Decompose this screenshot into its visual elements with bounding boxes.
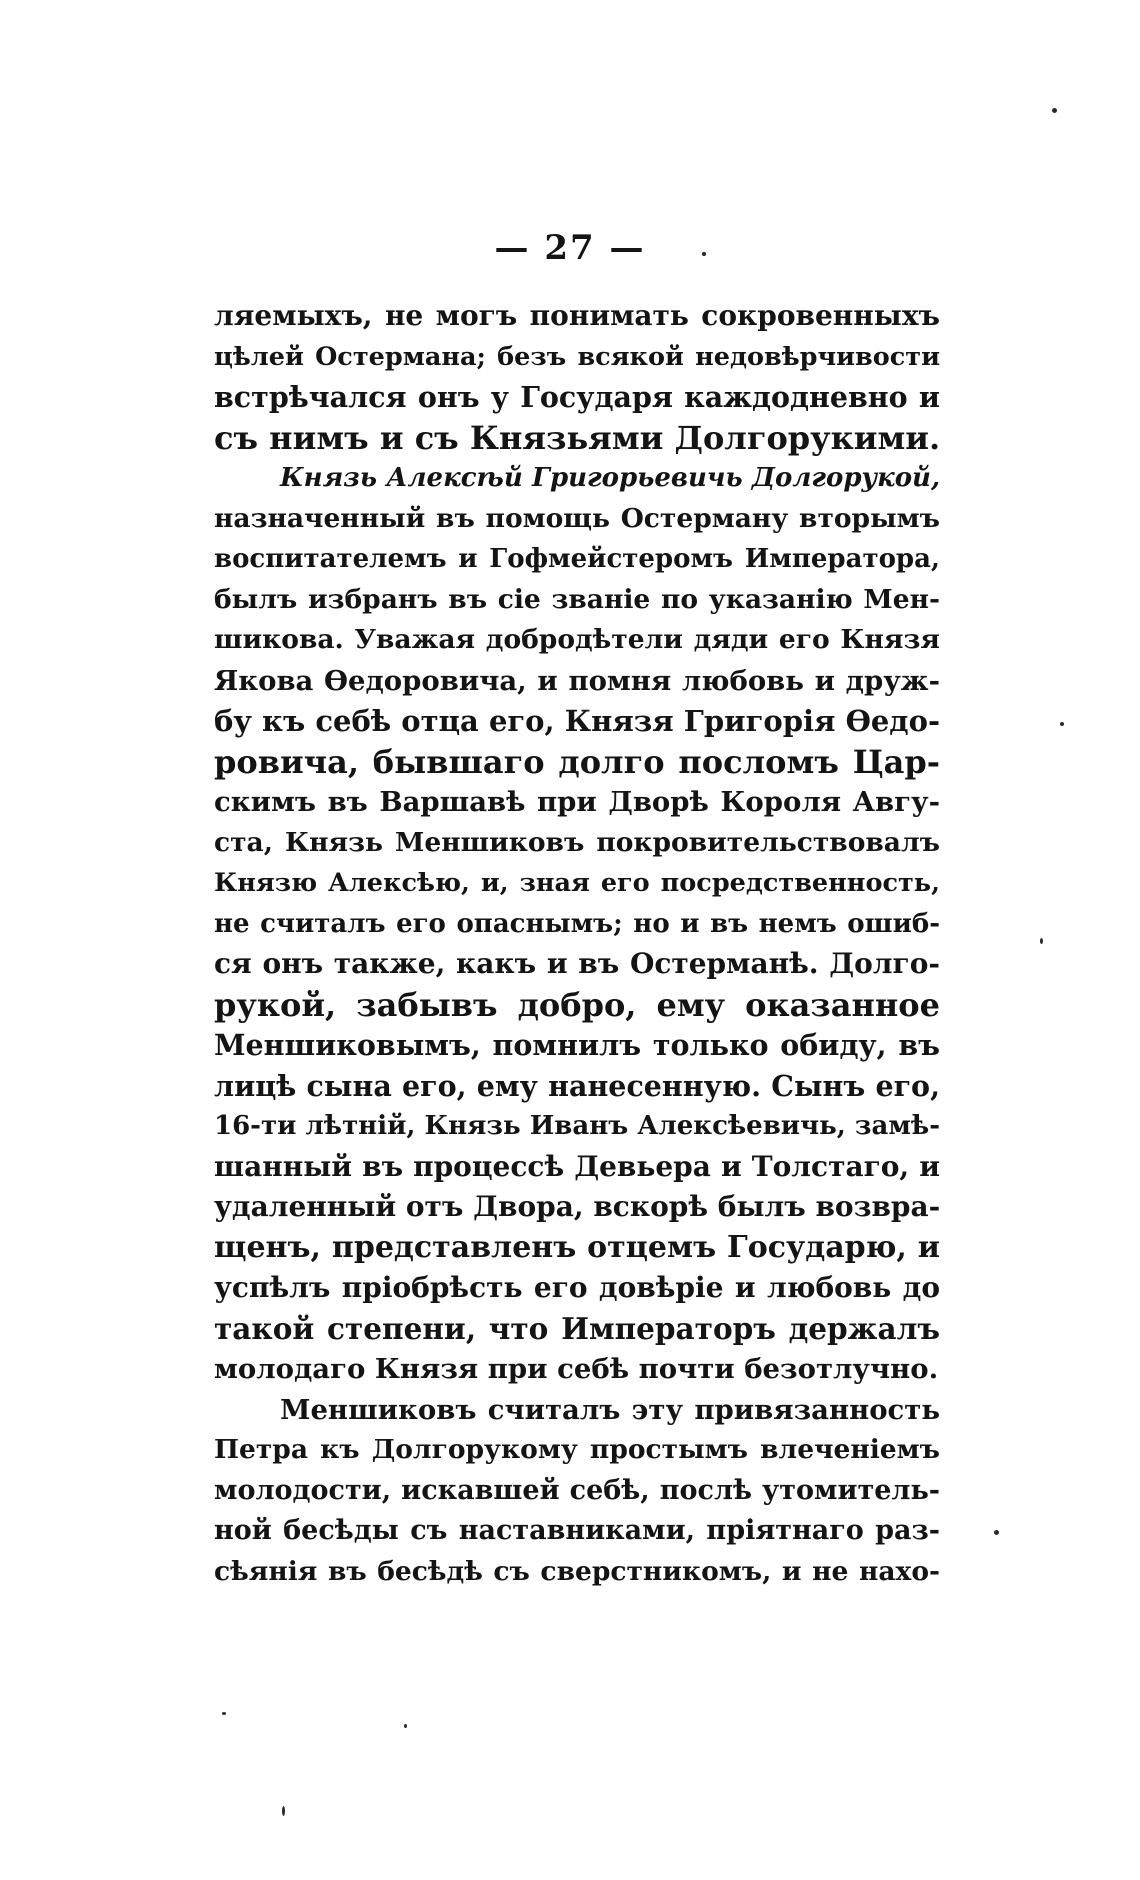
text-line: Якова Ѳедоровича, и помня любовь и друж-	[214, 664, 940, 697]
text-line: шанный въ процессѣ Девьера и Толстаго, и	[214, 1149, 940, 1183]
text-line: молодаго Князя при себѣ почти безотлучно.	[214, 1353, 939, 1385]
text-line: ся онъ также, какъ и въ Остерманѣ. Долго-	[214, 947, 940, 980]
body-text	[214, 296, 940, 1592]
text-line: Меншиковымъ, помнилъ только обиду, въ	[214, 1028, 940, 1062]
text-line: лицѣ сына его, ему нанесенную. Сынъ его,	[214, 1068, 940, 1103]
text-line: съ нимъ и съ Князьями Долгорукими.	[214, 418, 941, 457]
text-line: ной бесѣды съ наставниками, пріятнаго раз-	[214, 1515, 940, 1546]
text-line: удаленный отъ Двора, вскорѣ былъ возвра-	[214, 1190, 941, 1223]
text-line: встрѣчался онъ у Государя каждодневно и	[214, 380, 940, 414]
scan-speck	[702, 252, 706, 256]
text-line: былъ избранъ въ сіе званіе по указанію Мен-	[214, 583, 940, 615]
text-line: Князю Алексѣю, и, зная его посредственность,	[214, 868, 940, 898]
paragraph-first-line: Меншиковъ считалъ эту привязанность	[280, 1393, 940, 1426]
text-line: щенъ, представленъ отцемъ Государю, и	[214, 1229, 940, 1265]
scan-speck	[404, 1724, 407, 1728]
text-line: назначенный въ помощь Остерману вторымъ	[214, 502, 940, 534]
paragraph-first-line: Князь Алексѣй Григорьевичь Долгорукой,	[280, 463, 940, 493]
scan-speck	[1052, 108, 1057, 113]
text-line: воспитателемъ и Гофмейстеромъ Императора,	[214, 544, 940, 574]
scan-speck	[282, 1806, 285, 1816]
text-line: ста, Князь Меншиковъ покровительствовалъ	[214, 826, 940, 858]
page-number: — 27 —	[494, 228, 646, 268]
text-line: сѣянія въ бесѣдѣ съ сверстникомъ, и не нахо-	[214, 1555, 940, 1587]
text-line: успѣлъ пріобрѣсть его довѣріе и любовь до	[214, 1271, 940, 1304]
text-line: Петра къ Долгорукому простымъ влеченіемъ	[214, 1434, 940, 1465]
scan-speck	[1040, 938, 1043, 944]
scan-speck	[994, 1530, 999, 1535]
text-line: бу къ себѣ отца его, Князя Григорія Ѳедо-	[214, 704, 940, 738]
scan-speck	[1060, 722, 1064, 726]
scan-speck	[222, 1712, 226, 1715]
text-line: молодости, искавшей себѣ, послѣ утомитель-	[214, 1474, 940, 1506]
text-line: шикова. Уважая добродѣтели дяди его Князя	[214, 624, 940, 655]
text-line: рукой, забывъ добро, ему оказанное	[214, 985, 940, 1024]
text-line: ровича, бывшаго долго посломъ Цар-	[214, 742, 940, 781]
text-line: 16-ти лѣтній, Князь Иванъ Алексѣевичь, замѣ-	[214, 1111, 940, 1141]
text-line: скимъ въ Варшавѣ при Дворѣ Короля Авгу-	[214, 786, 940, 818]
text-line: ляемыхъ, не могъ понимать сокровенныхъ	[214, 299, 940, 332]
text-line: такой степени, что Императоръ держалъ	[214, 1310, 940, 1346]
text-line: цѣлей Остермана; безъ всякой недовѣрчивости	[214, 341, 940, 372]
text-line: не считалъ его опаснымъ; но и въ немъ ошиб-	[214, 908, 940, 939]
